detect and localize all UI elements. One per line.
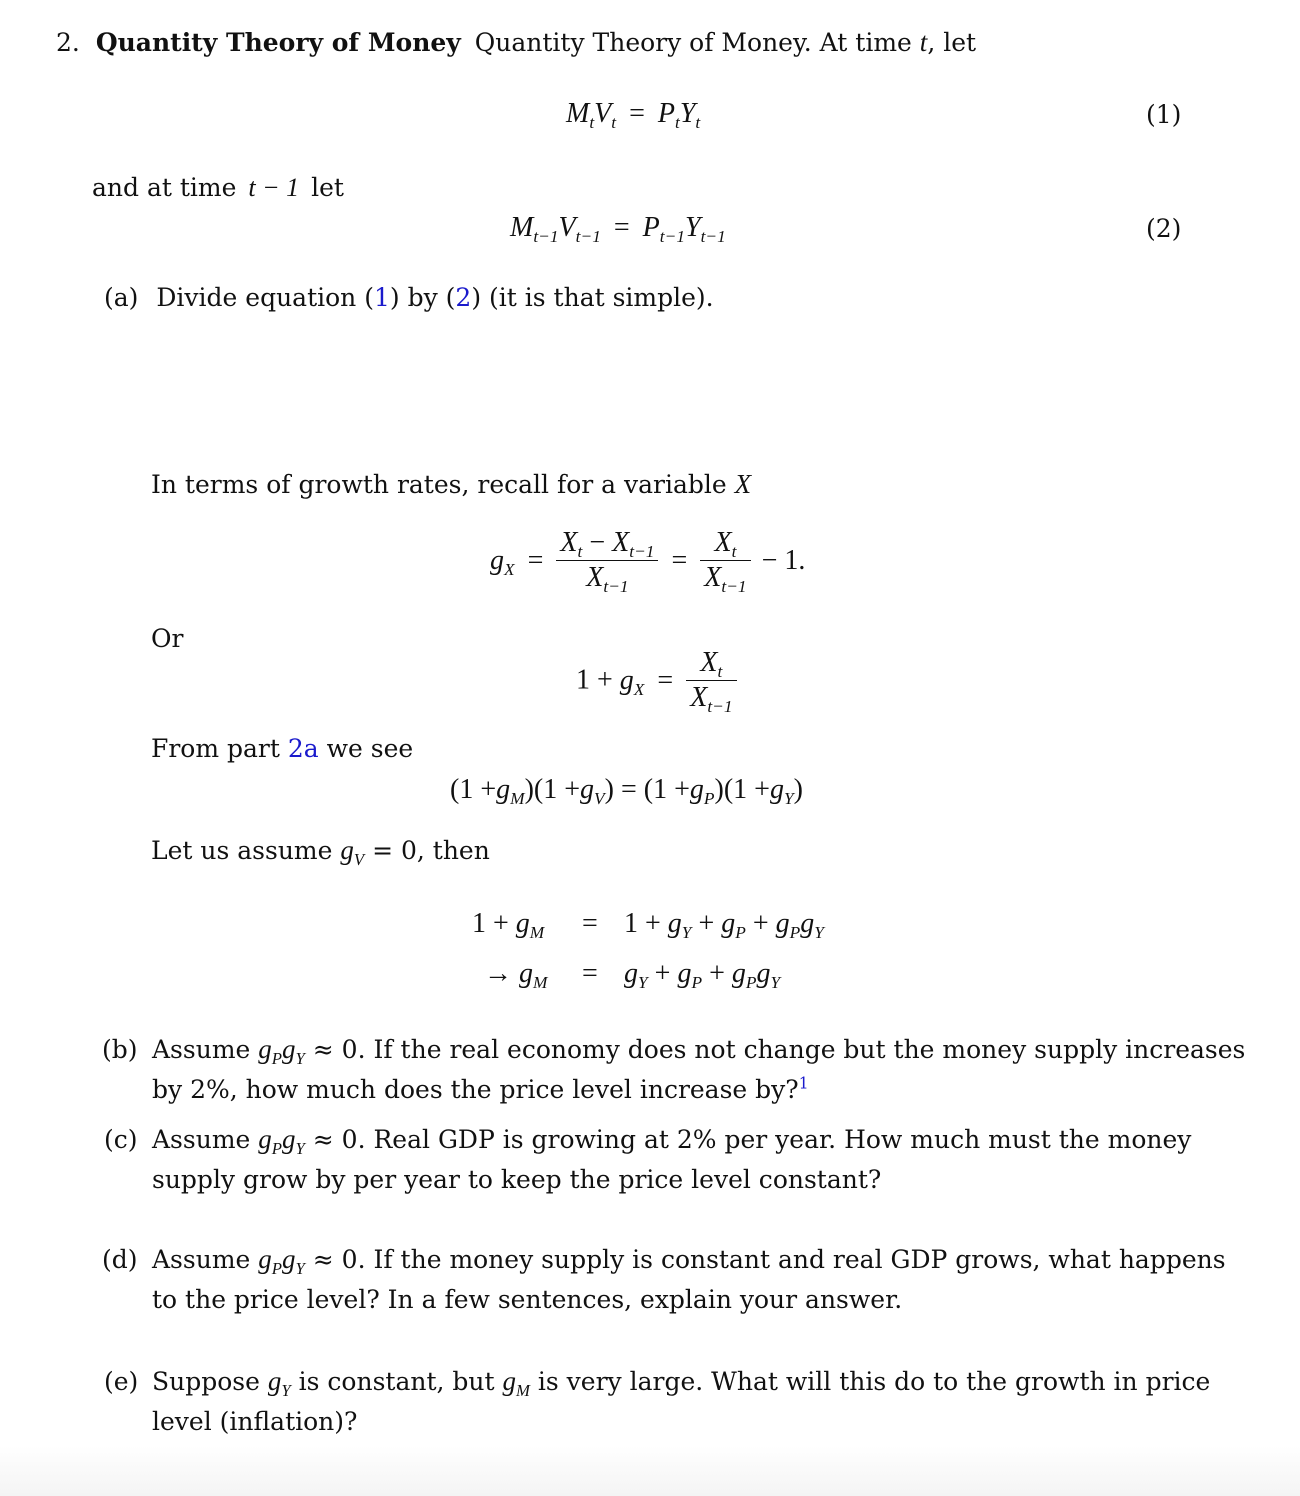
problem-header — [56, 26, 976, 58]
part-b: (b) Assume $g_Pg_Y \approx 0$. If the real economy does not change but the money supply increases by 2%, how much does the price level increase by?$^1$ — [102, 1030, 1180, 1112]
equation-2-number: (2) — [1146, 214, 1182, 243]
equation-1-link[interactable]: 1 — [373, 283, 390, 312]
aligned-equals-2: = — [582, 958, 598, 989]
aligned-equation-row-1: $1 + g_M$ — [472, 908, 545, 943]
part-c: (c) Assume $g_Pg_Y \approx 0$. Real GDP is growing at 2% per year. How much must the money supply grow by per year to keep the price level constant? — [104, 1120, 1180, 1202]
mid-sentence: and at time t − 1 let — [92, 173, 344, 202]
part-2a-link[interactable]: 2a — [287, 734, 319, 763]
aligned-equation-row-2: → $g_M$ — [484, 958, 548, 993]
one-plus-growth-equation: $1 + g_X$ = $\frac{X_t}{X_{t-1}}$ — [576, 646, 737, 715]
page-bottom-shade — [0, 1446, 1300, 1496]
from-part-sentence: From part 2a we see — [151, 734, 414, 763]
equation-1: $M_tV_t = P_tY_t$ — [566, 98, 701, 133]
aligned-equals-1: = — [582, 908, 598, 939]
equation-2: $M_{t-1}V_{t-1} = P_{t-1}Y_{t-1}$ — [510, 212, 726, 247]
problem-let: , let — [927, 28, 977, 57]
part-e-label: (e) — [104, 1367, 139, 1396]
part-c-label: (c) — [104, 1125, 138, 1154]
mid-math: t − 1 — [248, 173, 300, 202]
assumption-sentence: Let us assume $g_V = 0$, then — [151, 835, 490, 869]
or-text: Or — [151, 624, 184, 653]
footnote-link[interactable]: 1 — [798, 1074, 809, 1093]
part-b-label: (b) — [102, 1035, 138, 1064]
part-a-label: (a) — [104, 283, 139, 312]
aligned-rhs-1: $1 + g_Y + g_P + g_Pg_Y$ — [624, 908, 824, 943]
part-a: (a) Divide equation (1) by (2) (it is that simple). — [104, 283, 714, 312]
problem-subtitle: Quantity Theory of Money. At time — [474, 28, 912, 57]
part-e: (e) Suppose $g_Y$ is constant, but $g_M$ is very large. What will this do to the growth in price level (inflation)? — [104, 1362, 1180, 1444]
product-equation: $(1 +g_M)(1 +g_V) = (1 +g_P)(1 +g_Y)$ — [450, 774, 803, 809]
problem-title: Quantity Theory of Money — [95, 28, 461, 57]
growth-intro: In terms of growth rates, recall for a variable X — [151, 469, 752, 499]
problem-number: 2. — [56, 28, 80, 57]
part-d: (d) Assume $g_Pg_Y \approx 0$. If the money supply is constant and real GDP grows, what happens to the price level? In a few sentences, explain your answer. — [102, 1240, 1180, 1322]
equation-2-link[interactable]: 2 — [455, 283, 472, 312]
aligned-rhs-2: $g_Y + g_P + g_Pg_Y$ — [624, 958, 781, 993]
time-symbol: t — [919, 27, 928, 57]
growth-rate-equation: $g_X$ = $\frac{X_t - X_{t-1}}{X_{t-1}}$ = $\frac{X_t}{X_{t-1}}$ − 1. — [490, 527, 806, 597]
equation-1-number: (1) — [1146, 100, 1182, 129]
part-d-label: (d) — [102, 1245, 138, 1274]
